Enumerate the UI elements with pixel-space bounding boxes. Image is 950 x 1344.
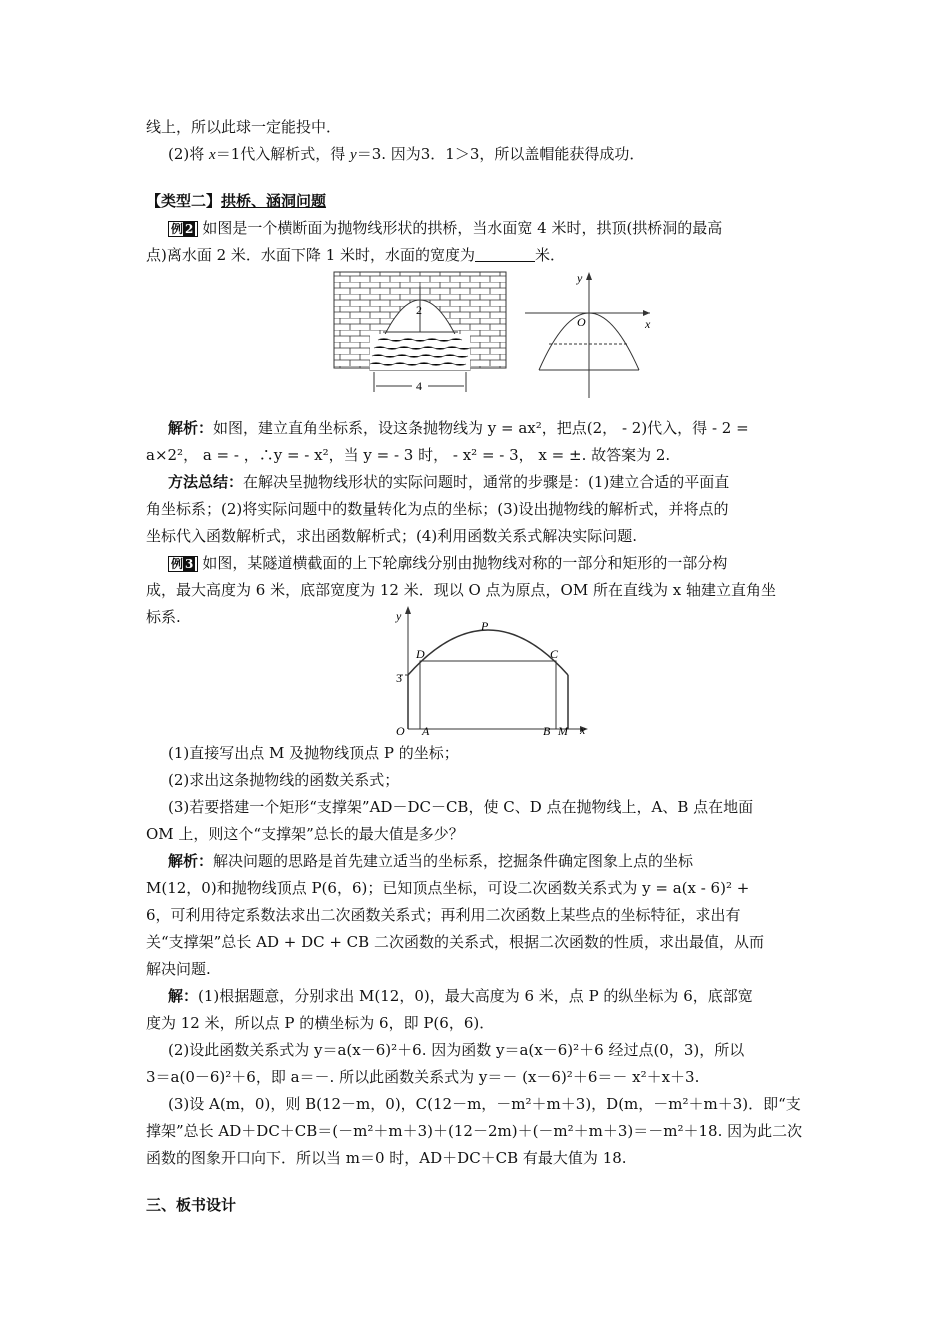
text-line: 解决问题. xyxy=(146,960,211,978)
text-run: (1)根据题意，分别求出 M(12，0)，最大高度为 6 米，点 P 的纵坐标为 6，底部宽 xyxy=(198,987,753,1005)
section-heading xyxy=(146,191,326,211)
section-tag: 【类型二】 xyxy=(146,192,222,210)
text-run: 如图，某隧道横截面的上下轮廓线分别由抛物线对称的一部分和矩形的一部分构 xyxy=(202,554,728,572)
label: 解： xyxy=(168,987,199,1005)
text-line: (3)设 A(m，0)，则 B(12－m，0)，C(12－m，－m²＋m＋3)，D(m，－m²＋m＋3)．即“支 xyxy=(168,1095,801,1113)
example-badge xyxy=(168,221,198,237)
axis-y-label: y xyxy=(577,271,583,285)
point-m-label: M xyxy=(558,724,568,738)
tunnel-arch xyxy=(408,630,568,675)
text-line: 度为 12 米，所以点 P 的横坐标为 6，即 P(6，6)． xyxy=(146,1014,495,1032)
example-badge xyxy=(168,556,198,572)
example-2-line xyxy=(168,218,722,238)
badge-label: 例 xyxy=(171,222,184,236)
text-line xyxy=(168,418,749,438)
text-line: (2)求出这条抛物线的函数关系式； xyxy=(168,771,400,789)
text-line: 函数的图象开口向下．所以当 m＝0 时，AD＋DC＋CB 有最大值为 18. xyxy=(146,1149,627,1167)
example-3-line xyxy=(168,553,727,573)
axis-x-label: x xyxy=(645,317,651,331)
support-frame xyxy=(420,661,556,729)
height-3-label: 3 xyxy=(396,671,402,685)
text-line: (3)若要搭建一个矩形“支撑架”AD－DC－CB，使 C、D 点在抛物线上，A、B 点在地面 xyxy=(168,798,754,816)
text-line: OM 上，则这个“支撑架”总长的最大值是多少？ xyxy=(146,825,464,843)
text-line xyxy=(168,144,644,165)
axis-y-label: y xyxy=(396,609,402,623)
text-run: 解决问题的思路是首先建立适当的坐标系，挖掘条件确定图象上点的坐标 xyxy=(213,852,694,870)
origin-label: O xyxy=(577,315,586,329)
text-run: 如图是一个横断面为抛物线形状的拱桥，当水面宽 4 米时，拱顶(拱桥洞的最高 xyxy=(202,219,723,237)
text-run: ＝3. 因为3．1＞3，所以盖帽能获得成功． xyxy=(356,145,645,163)
text-line xyxy=(168,986,753,1006)
section-title: 拱桥、涵洞问题 xyxy=(221,192,327,210)
text-run: ＝1代入解析式，得 xyxy=(215,145,351,163)
point-a-label: A xyxy=(422,724,430,738)
answer-blank xyxy=(475,247,535,262)
text-line: (1)直接写出点 M 及抛物线顶点 P 的坐标； xyxy=(168,744,459,762)
badge-number: 3 xyxy=(185,557,194,571)
tunnel-figure xyxy=(390,604,595,738)
text-line: 撑架”总长 AD＋DC＋CB＝(－m²＋m＋3)＋(12－2m)＋(－m²＋m＋3)＝－m²＋18. 因为此二次 xyxy=(146,1122,803,1140)
label: 解析： xyxy=(168,419,214,437)
dim-width-label: 4 xyxy=(416,379,422,393)
var-y: y xyxy=(350,147,357,163)
text-line: 3＝a(0－6)²＋6，即 a＝－. 所以此函数关系式为 y＝－ (x－6)²＋6＝－ x²＋x＋3. xyxy=(146,1068,700,1086)
point-p-label: P xyxy=(481,619,489,633)
bridge-figure xyxy=(330,270,510,400)
label: 方法总结： xyxy=(168,473,244,491)
text-line: 关“支撑架”总长 AD + DC + CB 二次函数的关系式，根据二次函数的性质，求出最值，从而 xyxy=(146,933,764,951)
text-line: 线上，所以此球一定能投中． xyxy=(146,118,342,136)
badge-label: 例 xyxy=(171,557,184,571)
dim-height-label: 2 xyxy=(416,303,422,317)
text-line: 角坐标系；(2)将实际问题中的数量转化为点的坐标；(3)设出抛物线的解析式，并将点的 xyxy=(146,500,729,518)
text-line xyxy=(168,851,693,871)
point-c-label: C xyxy=(550,647,559,661)
var-x: x xyxy=(209,147,216,163)
point-b-label: B xyxy=(543,724,551,738)
text-run: 在解决呈抛物线形状的实际问题时，通常的步骤是：(1)建立合适的平面直 xyxy=(243,473,730,491)
text-line xyxy=(168,472,729,492)
text-run: 点)离水面 2 米．水面下降 1 米时，水面的宽度为 xyxy=(146,246,476,264)
text-line: M(12，0)和抛物线顶点 P(6，6)；已知顶点坐标，可设二次函数关系式为 y = a(x - 6)² + xyxy=(146,879,750,897)
origin-label: O xyxy=(396,724,405,738)
label: 解析： xyxy=(168,852,214,870)
text-line: 6，可利用待定系数法求出二次函数关系式；再利用二次函数上某些点的坐标特征，求出有 xyxy=(146,906,741,924)
text-line: (2)设此函数关系式为 y＝a(x－6)²＋6. 因为函数 y＝a(x－6)²＋6 经过点(0，3)，所以 xyxy=(168,1041,745,1059)
point-d-label: D xyxy=(416,647,425,661)
text-run: 米． xyxy=(535,246,566,264)
section-heading: 三、板书设计 xyxy=(146,1196,237,1214)
text-line: 标系. xyxy=(146,608,181,626)
text-line xyxy=(146,245,565,265)
axis-x-label: x xyxy=(580,723,586,737)
badge-number: 2 xyxy=(185,222,194,236)
text-line: a×2²， a = - ，∴y = - x²，当 y = - 3 时， - x² = - 3， x = ±. 故答案为 2. xyxy=(146,446,671,464)
text-line: 成，最大高度为 6 米，底部宽度为 12 米．现以 O 点为原点，OM 所在直线为 x 轴建立直角坐 xyxy=(146,581,776,599)
text-run: (2)将 xyxy=(168,145,210,163)
text-line: 坐标代入函数解析式，求出函数解析式；(4)利用函数关系式解决实际问题. xyxy=(146,527,638,545)
text-run: 如图，建立直角坐标系，设这条抛物线为 y = ax²，把点(2， - 2)代入，得 - 2 = xyxy=(213,419,749,437)
coord-parabola-figure xyxy=(525,268,660,403)
